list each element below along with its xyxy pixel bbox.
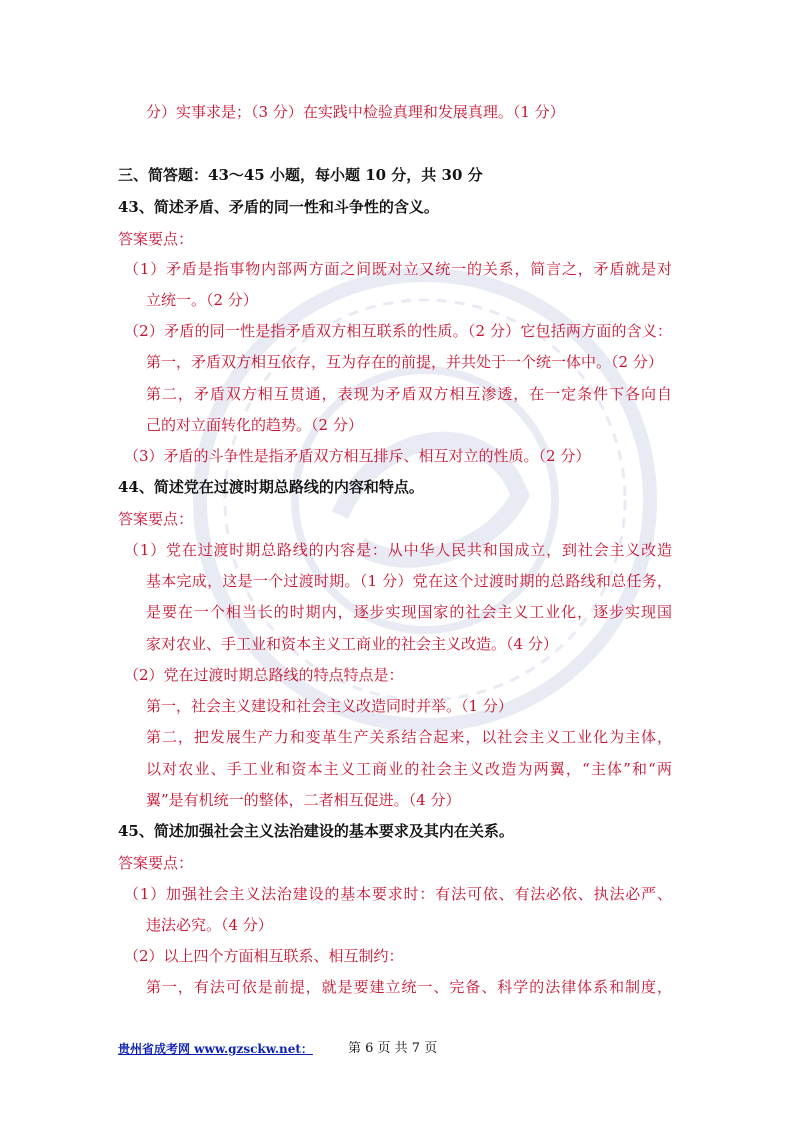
answer-text-line: 己的对立面转化的趋势。（2 分） bbox=[146, 416, 363, 434]
answer-text-line: 第一，社会主义建设和社会主义改造同时并举。（1 分） bbox=[146, 697, 513, 715]
footer-page-number: 第 6 页 共 7 页 bbox=[348, 1041, 438, 1056]
answer-text-line: （3）矛盾的斗争性是指矛盾双方相互排斥、相互对立的性质。（2 分） bbox=[124, 447, 591, 465]
answer-text-line: （2）以上四个方面相互联系、相互制约： bbox=[124, 947, 404, 965]
answer-text-line: 基本完成，这是一个过渡时期。（1 分）党在这个过渡时期的总路线和总任务， bbox=[146, 572, 672, 590]
answer-text-line: （1）加强社会主义法治建设的基本要求时：有法可依、有法必依、执法必严、 bbox=[124, 885, 672, 903]
question-heading: 45、简述加强社会主义法治建设的基本要求及其内在关系。 bbox=[118, 822, 514, 840]
footer-site-link[interactable]: 贵州省成考网 www.gzsckw.net： bbox=[118, 1042, 313, 1056]
answer-text-line: 翼”是有机统一的整体，二者相互促进。（4 分） bbox=[146, 791, 461, 809]
answer-text-line: 第一，有法可依是前提，就是要建立统一、完备、科学的法律体系和制度， bbox=[146, 978, 672, 996]
question-heading: 43、简述矛盾、矛盾的同一性和斗争性的含义。 bbox=[118, 198, 439, 216]
answer-text-line: 违法必究。（4 分） bbox=[146, 916, 273, 934]
answer-text-line: 是要在一个相当长的时期内，逐步实现国家的社会主义工业化，逐步实现国 bbox=[146, 603, 672, 621]
question-heading: 三、简答题：43～45 小题，每小题 10 分，共 30 分 bbox=[118, 166, 483, 184]
answer-text-line: 答案要点： bbox=[118, 854, 194, 872]
answer-text-line: 家对农业、手工业和资本主义工商业的社会主义改造。（4 分） bbox=[146, 635, 558, 653]
answer-text-line: 答案要点： bbox=[118, 510, 194, 528]
answer-text-line: 第二，把发展生产力和变革生产关系结合起来，以社会主义工业化为主体， bbox=[146, 728, 672, 746]
answer-text-line: 第二，矛盾双方相互贯通，表现为矛盾双方相互渗透，在一定条件下各向自 bbox=[146, 385, 672, 403]
question-heading: 44、简述党在过渡时期总路线的内容和特点。 bbox=[118, 478, 424, 496]
answer-text-line: 立统一。（2 分） bbox=[146, 291, 258, 309]
answer-text-line: （1）矛盾是指事物内部两方面之间既对立又统一的关系，简言之，矛盾就是对 bbox=[124, 260, 672, 278]
answer-text-line: （2）党在过渡时期总路线的特点特点是： bbox=[124, 666, 404, 684]
answer-text-line: 分）实事求是；（3 分）在实践中检验真理和发展真理。（1 分） bbox=[146, 103, 565, 121]
answer-text-line: 第一，矛盾双方相互依存，互为存在的前提，并共处于一个统一体中。（2 分） bbox=[146, 353, 663, 371]
answer-text-line: 答案要点： bbox=[118, 230, 194, 248]
answer-text-line: （1）党在过渡时期总路线的内容是：从中华人民共和国成立，到社会主义改造 bbox=[124, 541, 672, 559]
answer-text-line: 以对农业、手工业和资本主义工商业的社会主义改造为两翼，“主体”和“两 bbox=[146, 760, 672, 778]
answer-text-line: （2）矛盾的同一性是指矛盾双方相互联系的性质。（2 分）它包括两方面的含义： bbox=[124, 322, 672, 340]
